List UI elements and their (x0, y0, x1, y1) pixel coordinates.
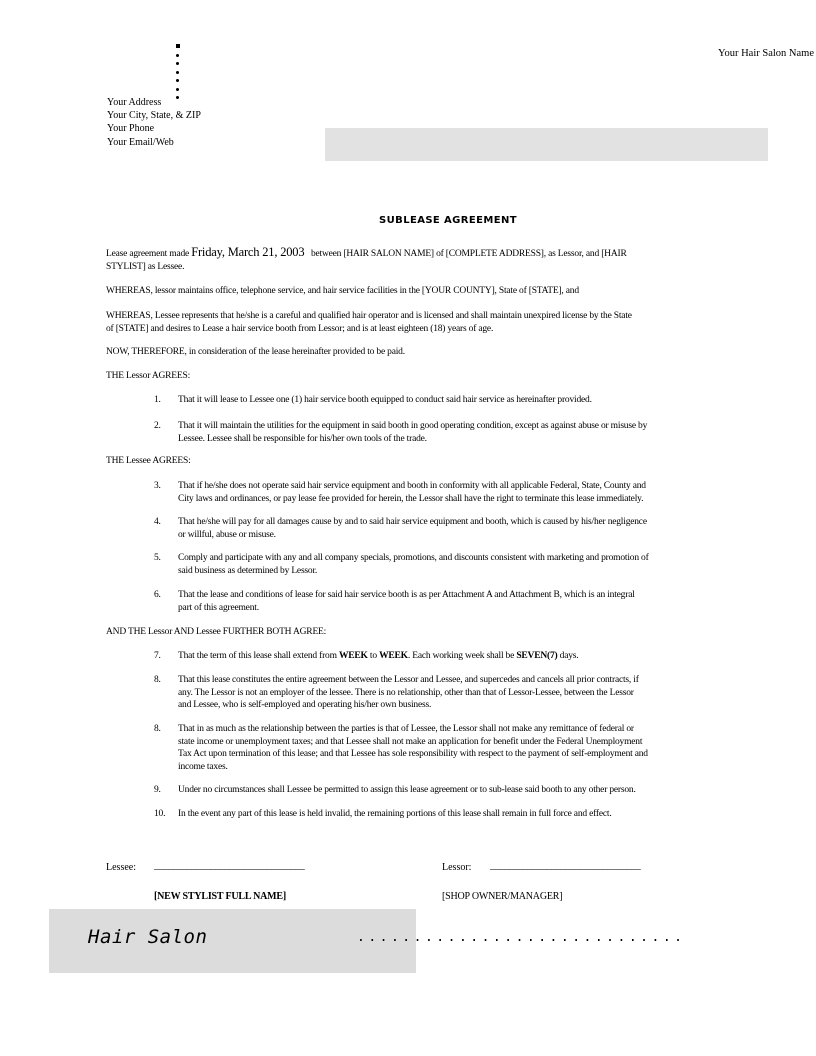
item-3-text (178, 480, 738, 505)
item-1-text (178, 394, 738, 407)
lessor-agrees-heading: THE Lessor AGREES: (106, 371, 191, 381)
item-2-text (178, 420, 738, 445)
item-7-text (178, 650, 738, 663)
now-therefore-paragraph: NOW, THEREFORE, in consideration of the lease hereinafter provided to be paid. (106, 347, 405, 357)
item-line: That if he/she does not operate said hair service equipment and booth in conformity with all applicable Federal, State, County and (178, 481, 646, 491)
item-line: state income or unemployment taxes; and that Lessee shall not make an application for benefit under the Federal Unemployment (178, 736, 643, 747)
week-start: WEEK (338, 651, 368, 661)
item-number: 5. (154, 553, 161, 563)
item-line: Tax Act upon termination of this lease; and that Lessee has sole responsibility with respect to the payment of self-employment and (178, 749, 648, 759)
item-8b-text (178, 723, 738, 773)
item-line: That in as much as the relationship between the parties is that of Lessee, the Lessor shall not make any remittance of federal or (178, 724, 634, 734)
footer-dotted-line: ............................. (357, 930, 686, 945)
lessee-name: [NEW STYLIST FULL NAME] (154, 891, 287, 902)
item-line: said business as determined by Lessor. (178, 565, 318, 576)
address-block (107, 96, 201, 149)
item-5-text (178, 552, 738, 577)
item-number: 3. (154, 481, 161, 491)
week-end: WEEK (379, 651, 408, 661)
item-line: That he/she will pay for all damages cause by and to said hair service equipment and booth, which is caused by his/her negligence (178, 517, 647, 527)
item-number: 9. (154, 785, 161, 795)
item-7-part: . Each working week shall be (407, 651, 515, 661)
item-line: Comply and participate with any and all company specials, promotions, and discounts consistent with marketing and promotion of (178, 553, 649, 563)
whereas-paragraph-1: WHEREAS, lessor maintains office, telephone service, and hair service facilities in the [YOUR COUNTY], State of [STATE], and (106, 286, 579, 296)
city-state-zip-line: Your City, State, & ZIP (107, 110, 201, 122)
intro-line2: STYLIST] as Lessee. (106, 261, 185, 272)
lessor-name: [SHOP OWNER/MANAGER] (442, 891, 563, 902)
item-10-text (178, 808, 738, 821)
item-number: 4. (154, 517, 161, 527)
item-8a-text (178, 674, 738, 712)
item-line: and Lessee, who is self-employed and operating his/her own business. (178, 700, 432, 710)
both-agree-heading: AND THE Lessor AND Lessee FURTHER BOTH AGREE: (106, 627, 327, 637)
document-title: SUBLEASE AGREEMENT (379, 215, 517, 226)
whereas-paragraph-2 (106, 310, 738, 335)
item-9-text (178, 784, 738, 797)
item-4-text (178, 516, 738, 541)
email-web-line: Your Email/Web (107, 136, 174, 148)
item-number: 6. (154, 590, 161, 600)
lessor-signature-line[interactable]: ________________________________ (490, 860, 641, 871)
item-number: 10. (154, 809, 166, 819)
item-6-text (178, 589, 738, 614)
intro-prefix: Lease agreement made (106, 249, 190, 259)
item-line: City laws and ordinances, or pay lease fee provided for herein, the Lessor shall have the right to terminate this lease immediately. (178, 493, 644, 504)
lessor-label: Lessor: (442, 862, 472, 873)
header-gray-band (325, 128, 768, 161)
whereas-2-line1: WHEREAS, Lessee represents that he/she is a careful and qualified hair operator and is licensed and shall maintain unexpired license by the State (106, 311, 632, 321)
footer-logo-text: Hair Salon (88, 926, 208, 948)
lessee-label: Lessee: (106, 862, 136, 873)
item-7-part: to (369, 651, 377, 661)
item-number: 7. (154, 651, 161, 661)
item-line: part of this agreement. (178, 602, 259, 613)
lessee-agrees-heading: THE Lessee AGREES: (106, 456, 191, 466)
item-number: 2. (154, 421, 161, 431)
salon-name: Your Hair Salon Name (717, 48, 814, 59)
item-line: or willful, abuse or misuse. (178, 529, 276, 540)
whereas-2-line2: of [STATE] and desires to Lease a hair service booth from Lessor; and is at least eighteen (18) years of age. (106, 323, 494, 334)
item-line: any. The Lessor is not an employer of the lessee. There is no relationship, other than that of Lessor-Lessee, between the Lessor (178, 687, 634, 698)
intro-line1-rest: between [HAIR SALON NAME] of [COMPLETE ADDRESS], as Lessor, and [HAIR (310, 249, 627, 259)
item-line: income taxes. (178, 761, 228, 772)
item-line: Under no circumstances shall Lessee be permitted to assign this lease agreement or to sub-lease said booth to any other person. (178, 785, 636, 795)
days-count: SEVEN(7) (516, 651, 558, 661)
phone-line: Your Phone (107, 123, 155, 135)
item-7-part: days. (559, 651, 579, 661)
item-line: That it will maintain the utilities for the equipment in said booth in good operating condition, except as against abuse or misuse by (178, 421, 648, 431)
item-line: In the event any part of this lease is held invalid, the remaining portions of this lease shall remain in full force and effect. (178, 809, 612, 819)
item-7-part: That the term of this lease shall extend from (178, 651, 337, 661)
item-line: Lessee. Lessee shall be responsible for his/her own tools of the trade. (178, 433, 427, 444)
address-line: Your Address (107, 97, 162, 108)
item-number: 8. (154, 724, 161, 734)
item-number: 8. (154, 675, 161, 685)
lessee-signature-line[interactable]: ________________________________ (154, 860, 305, 871)
item-line: That it will lease to Lessee one (1) hair service booth equipped to conduct said hair service as hereinafter provided. (178, 395, 592, 405)
item-line: That this lease constitutes the entire agreement between the Lessor and Lessee, and supercedes and cancels all prior contracts, if (178, 675, 639, 685)
item-number: 1. (154, 395, 161, 405)
agreement-date: Friday, March 21, 2003 (191, 245, 305, 259)
item-line: That the lease and conditions of lease for said hair service booth is as per Attachment A and Attachment B, which is an integral (178, 590, 635, 600)
intro-paragraph (106, 246, 738, 273)
